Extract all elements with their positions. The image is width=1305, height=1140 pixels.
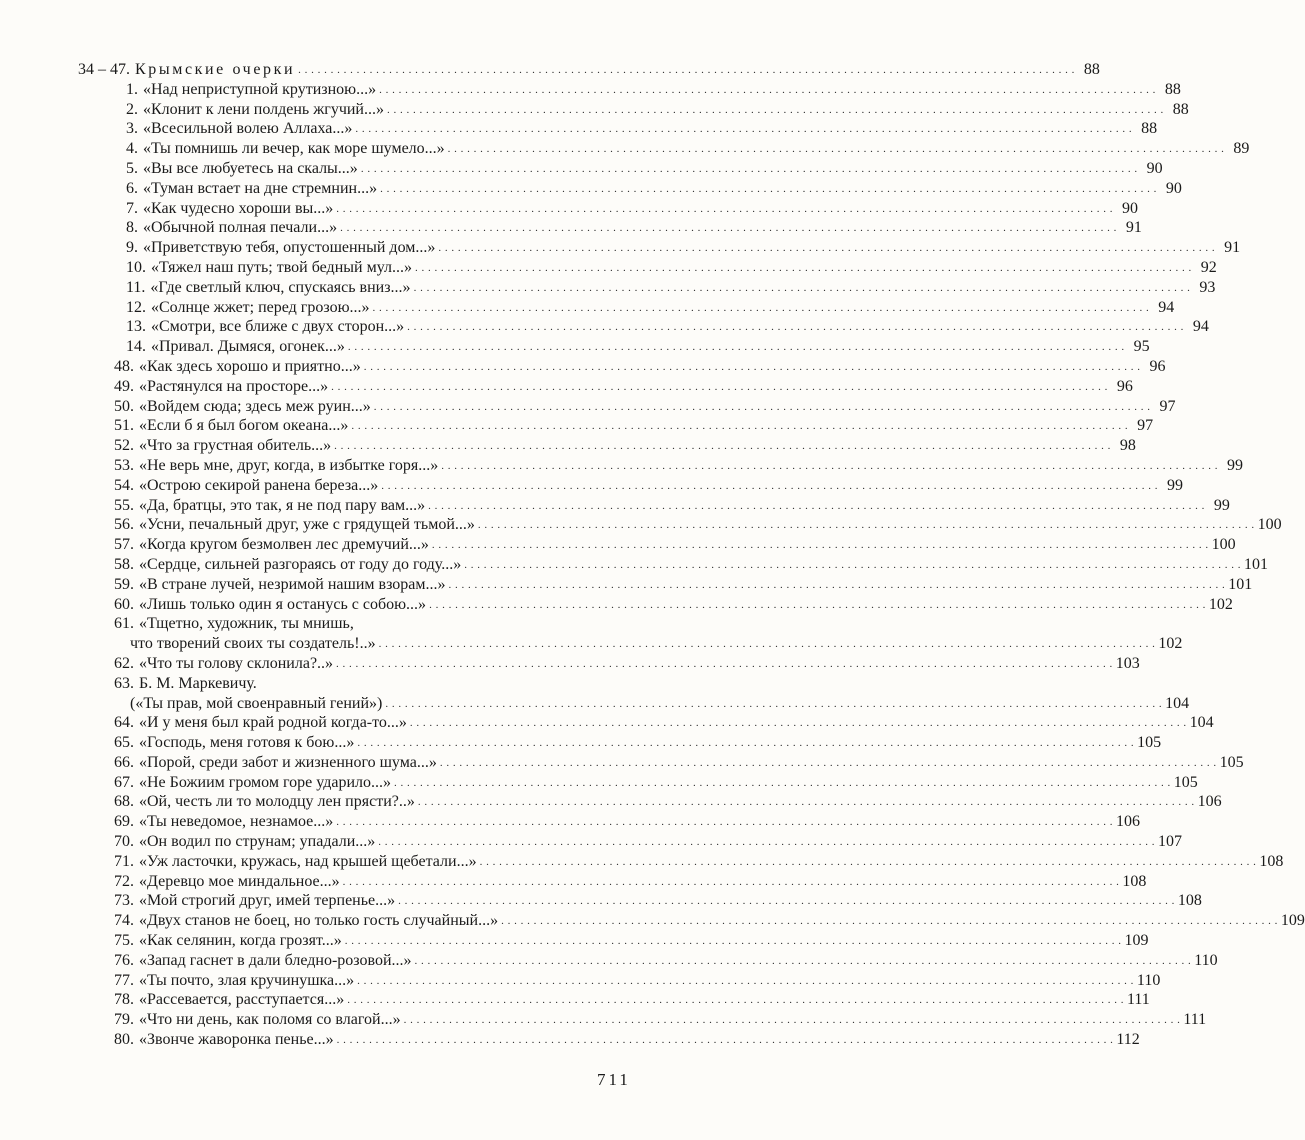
toc-entry-title: «Туман встает на дне стремнин...» <box>143 179 378 197</box>
dot-leader: . . . . . . . . . . . . . . . . . . . . . . . . . . . . . . . . . . . . . . . . . . . . . . . . . . . . . . . . . . . . . . . . . . . . . . . . . . . . . . . . . . . . . . . . . . . . . . . . . . . . . . . . . . . . . . . . . . . . . . . . <box>379 83 1156 96</box>
toc-entry-number: 73. <box>114 892 134 910</box>
toc-entry <box>78 436 1136 456</box>
toc-entry-number: 57. <box>114 536 134 554</box>
toc-entry <box>78 258 1217 278</box>
toc-entry <box>78 792 1222 812</box>
toc-entry-title: «Когда кругом безмолвен лес дремучий...» <box>139 536 429 554</box>
toc-entry-title: «Тяжел наш путь; твой бедный мул...» <box>151 258 412 276</box>
toc-entry-title: «Растянулся на просторе...» <box>139 377 329 395</box>
dot-leader: . . . . . . . . . . . . . . . . . . . . . . . . . . . . . . . . . . . . . . . . . . . . . . . . . . . . . . . . . . . . . . . . . . . . . . . . . . . . . . . . . . . . . . . . . . . . . . . . . . . . . . . . . . . . . . . . . . . . . . . . <box>414 954 1192 967</box>
toc-entry-number: 70. <box>114 833 134 851</box>
toc-entry <box>78 614 638 634</box>
toc-entry <box>78 713 1214 733</box>
toc-entry-number: 74. <box>114 912 134 930</box>
toc-entry <box>78 931 1149 951</box>
toc-entry-page: 96 <box>1149 357 1166 375</box>
dot-leader: . . . . . . . . . . . . . . . . . . . . . . . . . . . . . . . . . . . . . . . . . . . . . . . . . . . . . . . . . . . . . . . . . . . . . . . . . . . . . . . . . . . . . . . . . . . . . . . . . . . . . . . . . . . . . . . . . . . . . . . . <box>336 657 1113 670</box>
dot-leader: . . . . . . . . . . . . . . . . . . . . . . . . . . . . . . . . . . . . . . . . . . . . . . . . . . . . . . . . . . . . . . . . . . . . . . . . . . . . . . . . . . . . . . . . . . . . . . . . . . . . . . . . . . . . . . . . . . . . . . . . <box>298 64 1075 76</box>
toc-entry-page: 91 <box>1125 219 1142 237</box>
toc-entry-page: 105 <box>1173 773 1198 791</box>
toc-entry-number: 66. <box>114 753 134 771</box>
toc-entry-page: 109 <box>1124 932 1149 950</box>
dot-leader: . . . . . . . . . . . . . . . . . . . . . . . . . . . . . . . . . . . . . . . . . . . . . . . . . . . . . . . . . . . . . . . . . . . . . . . . . . . . . . . . . . . . . . . . . . . . . . . . . . . . . . . . . . . . . . . . . . . . . . . . <box>438 242 1216 255</box>
dot-leader: . . . . . . . . . . . . . . . . . . . . . . . . . . . . . . . . . . . . . . . . . . . . . . . . . . . . . . . . . . . . . . . . . . . . . . . . . . . . . . . . . . . . . . . . . . . . . . . . . . . . . . . . . . . . . . . . . . . . . . . . <box>403 1014 1181 1027</box>
toc-entry-number: 10. <box>126 258 146 276</box>
toc-entry <box>78 456 1244 476</box>
dot-leader: . . . . . . . . . . . . . . . . . . . . . . . . . . . . . . . . . . . . . . . . . . . . . . . . . . . . . . . . . . . . . . . . . . . . . . . . . . . . . . . . . . . . . . . . . . . . . . . . . . . . . . . . . . . . . . . . . . . . . . . . <box>351 420 1129 433</box>
toc-entry-page: 103 <box>1115 654 1140 672</box>
toc-entry-title: «Звонче жаворонка пенье...» <box>139 1031 334 1049</box>
toc-entry-number: 9. <box>126 239 138 257</box>
toc-entry-page: 110 <box>1194 951 1218 969</box>
toc-entry <box>78 278 1216 298</box>
dot-leader: . . . . . . . . . . . . . . . . . . . . . . . . . . . . . . . . . . . . . . . . . . . . . . . . . . . . . . . . . . . . . . . . . . . . . . . . . . . . . . . . . . . . . . . . . . . . . . . . . . . . . . . . . . . . . . . . . . . . . . . . <box>342 875 1120 888</box>
toc-entry-title: «И у меня был край родной когда-то...» <box>139 714 407 732</box>
dot-leader: . . . . . . . . . . . . . . . . . . . . . . . . . . . . . . . . . . . . . . . . . . . . . . . . . . . . . . . . . . . . . . . . . . . . . . . . . . . . . . . . . . . . . . . . . . . . . . . . . . . . . . . . . . . . . . . . . . . . . . . . <box>417 796 1195 809</box>
dot-leader: . . . . . . . . . . . . . . . . . . . . . . . . . . . . . . . . . . . . . . . . . . . . . . . . . . . . . . . . . . . . . . . . . . . . . . . . . . . . . . . . . . . . . . . . . . . . . . . . . . . . . . . . . . . . . . . . . . . . . . . . <box>336 1034 1114 1047</box>
toc-entry-number: 12. <box>126 298 146 316</box>
toc-entry-title: «Деревцо мое миндальное...» <box>139 872 340 890</box>
table-of-contents <box>78 60 1305 1050</box>
toc-entry-number: 54. <box>114 476 134 494</box>
dot-leader: . . . . . . . . . . . . . . . . . . . . . . . . . . . . . . . . . . . . . . . . . . . . . . . . . . . . . . . . . . . . . . . . . . . . . . . . . . . . . . . . . . . . . . . . . . . . . . . . . . . . . . . . . . . . . . . . . . . . . . . . <box>357 737 1135 750</box>
dot-leader: . . . . . . . . . . . . . . . . . . . . . . . . . . . . . . . . . . . . . . . . . . . . . . . . . . . . . . . . . . . . . . . . . . . . . . . . . . . . . . . . . . . . . . . . . . . . . . . . . . . . . . . . . . . . . . . . . . . . . . . . <box>386 103 1164 116</box>
toc-entry-number: 51. <box>114 417 134 435</box>
toc-entry <box>78 218 1142 238</box>
toc-entry <box>78 60 1100 80</box>
toc-entry-number: 59. <box>114 575 134 593</box>
toc-entry-title: «Обычной полная печали...» <box>143 219 338 237</box>
toc-entry-number: 2. <box>126 100 138 118</box>
toc-entry-title: «Войдем сюда; здесь меж руин...» <box>139 397 371 415</box>
toc-entry-title: «Что за грустная обитель...» <box>139 437 332 455</box>
toc-entry-page: 96 <box>1116 377 1133 395</box>
toc-entry-number: 65. <box>114 734 134 752</box>
toc-entry-number: 78. <box>114 991 134 1009</box>
toc-entry <box>78 634 1183 654</box>
toc-entry-page: 104 <box>1165 694 1190 712</box>
toc-entry-title: «Ты почто, злая кручинушка...» <box>139 971 355 989</box>
toc-entry-title: («Ты прав, мой своенравный гений») <box>130 694 383 712</box>
toc-entry-title: «Привал. Дымяся, огонек...» <box>151 338 345 356</box>
toc-entry-page: 91 <box>1224 239 1241 257</box>
toc-entry-number: 53. <box>114 456 134 474</box>
toc-entry <box>78 357 1166 377</box>
toc-entry <box>78 951 1218 971</box>
toc-entry-number: 11. <box>126 278 146 296</box>
toc-entry-number: 8. <box>126 219 138 237</box>
dot-leader: . . . . . . . . . . . . . . . . . . . . . . . . . . . . . . . . . . . . . . . . . . . . . . . . . . . . . . . . . . . . . . . . . . . . . . . . . . . . . . . . . . . . . . . . . . . . . . . . . . . . . . . . . . . . . . . . . . . . . . . . <box>431 539 1209 552</box>
toc-entry-page: 108 <box>1259 852 1284 870</box>
toc-entry-page: 99 <box>1167 476 1184 494</box>
toc-entry-title: «Не верь мне, друг, когда, в избытке горя...» <box>139 456 439 474</box>
toc-entry <box>78 674 638 694</box>
toc-entry-number: 58. <box>114 555 134 573</box>
toc-entry <box>78 179 1182 199</box>
dot-leader: . . . . . . . . . . . . . . . . . . . . . . . . . . . . . . . . . . . . . . . . . . . . . . . . . . . . . . . . . . . . . . . . . . . . . . . . . . . . . . . . . . . . . . . . . . . . . . . . . . . . . . . . . . . . . . . . . . . . . . . . <box>380 182 1157 195</box>
toc-entry-page: 94 <box>1192 318 1209 336</box>
dot-leader: . . . . . . . . . . . . . . . . . . . . . . . . . . . . . . . . . . . . . . . . . . . . . . . . . . . . . . . . . . . . . . . . . . . . . . . . . . . . . . . . . . . . . . . . . . . . . . . . . . . . . . . . . . . . . . . . . . . . . . . . <box>378 638 1156 651</box>
toc-entry-page: 92 <box>1200 258 1217 276</box>
toc-entry-number: 62. <box>114 654 134 672</box>
toc-entry-page: 111 <box>1126 991 1150 1009</box>
toc-entry <box>78 535 1236 555</box>
dot-leader: . . . . . . . . . . . . . . . . . . . . . . . . . . . . . . . . . . . . . . . . . . . . . . . . . . . . . . . . . . . . . . . . . . . . . . . . . . . . . . . . . . . . . . . . . . . . . . . . . . . . . . . . . . . . . . . . . . . . . . . . <box>355 123 1133 136</box>
toc-entry-number: 56. <box>114 516 134 534</box>
toc-entry-number: 63. <box>114 674 134 692</box>
dot-leader: . . . . . . . . . . . . . . . . . . . . . . . . . . . . . . . . . . . . . . . . . . . . . . . . . . . . . . . . . . . . . . . . . . . . . . . . . . . . . . . . . . . . . . . . . . . . . . . . . . . . . . . . . . . . . . . . . . . . . . . . <box>479 855 1257 868</box>
toc-entry-number: 34 – 47. <box>78 61 130 78</box>
toc-entry-number: 49. <box>114 377 134 395</box>
toc-entry <box>78 100 1189 120</box>
toc-entry <box>78 159 1163 179</box>
toc-entry <box>78 555 1268 575</box>
toc-entry <box>78 238 1241 258</box>
dot-leader: . . . . . . . . . . . . . . . . . . . . . . . . . . . . . . . . . . . . . . . . . . . . . . . . . . . . . . . . . . . . . . . . . . . . . . . . . . . . . . . . . . . . . . . . . . . . . . . . . . . . . . . . . . . . . . . . . . . . . . . . <box>336 202 1114 215</box>
toc-entry-title: «Сердце, сильней разгораясь от году до году...» <box>139 555 462 573</box>
toc-entry-title: Крымские очерки <box>135 61 296 78</box>
toc-entry <box>78 298 1175 318</box>
toc-entry-title: «Если б я был богом океана...» <box>139 417 349 435</box>
dot-leader: . . . . . . . . . . . . . . . . . . . . . . . . . . . . . . . . . . . . . . . . . . . . . . . . . . . . . . . . . . . . . . . . . . . . . . . . . . . . . . . . . . . . . . . . . . . . . . . . . . . . . . . . . . . . . . . . . . . . . . . . <box>394 776 1171 789</box>
toc-entry-page: 106 <box>1116 813 1141 831</box>
toc-entry-title: «Он водил по струнам; упадали...» <box>139 833 376 851</box>
toc-entry-page: 110 <box>1136 971 1161 989</box>
toc-entry-page: 88 <box>1164 80 1181 98</box>
dot-leader: . . . . . . . . . . . . . . . . . . . . . . . . . . . . . . . . . . . . . . . . . . . . . . . . . . . . . . . . . . . . . . . . . . . . . . . . . . . . . . . . . . . . . . . . . . . . . . . . . . . . . . . . . . . . . . . . . . . . . . . . <box>441 459 1219 472</box>
toc-entry-number: 80. <box>114 1031 134 1049</box>
toc-entry-page: 101 <box>1228 575 1253 593</box>
toc-entry <box>78 416 1154 436</box>
toc-entry-page: 88 <box>1172 100 1189 118</box>
toc-entry-title: «Господь, меня готовя к бою...» <box>139 734 355 752</box>
toc-entry-number: 55. <box>114 496 134 514</box>
dot-leader: . . . . . . . . . . . . . . . . . . . . . . . . . . . . . . . . . . . . . . . . . . . . . . . . . . . . . . . . . . . . . . . . . . . . . . . . . . . . . . . . . . . . . . . . . . . . . . . . . . . . . . . . . . . . . . . . . . . . . . . . <box>373 400 1151 413</box>
toc-entry-number: 69. <box>114 813 134 831</box>
dot-leader: . . . . . . . . . . . . . . . . . . . . . . . . . . . . . . . . . . . . . . . . . . . . . . . . . . . . . . . . . . . . . . . . . . . . . . . . . . . . . . . . . . . . . . . . . . . . . . . . . . . . . . . . . . . . . . . . . . . . . . . . <box>331 380 1108 393</box>
toc-entry-title: «Ой, честь ли то молодцу лен прясти?..» <box>139 793 415 811</box>
dot-leader: . . . . . . . . . . . . . . . . . . . . . . . . . . . . . . . . . . . . . . . . . . . . . . . . . . . . . . . . . . . . . . . . . . . . . . . . . . . . . . . . . . . . . . . . . . . . . . . . . . . . . . . . . . . . . . . . . . . . . . . . <box>413 281 1191 294</box>
toc-entry-number: 61. <box>114 615 134 633</box>
dot-leader: . . . . . . . . . . . . . . . . . . . . . . . . . . . . . . . . . . . . . . . . . . . . . . . . . . . . . . . . . . . . . . . . . . . . . . . . . . . . . . . . . . . . . . . . . . . . . . . . . . . . . . . . . . . . . . . . . . . . . . . . <box>398 895 1175 908</box>
toc-entry-number: 13. <box>126 318 146 336</box>
dot-leader: . . . . . . . . . . . . . . . . . . . . . . . . . . . . . . . . . . . . . . . . . . . . . . . . . . . . . . . . . . . . . . . . . . . . . . . . . . . . . . . . . . . . . . . . . . . . . . . . . . . . . . . . . . . . . . . . . . . . . . . . <box>501 915 1278 928</box>
toc-entry <box>78 139 1250 159</box>
toc-entry <box>78 595 1233 615</box>
toc-entry-title: «Лишь только один я останусь с собою...» <box>139 595 427 613</box>
toc-entry <box>78 852 1284 872</box>
toc-entry-title: «Что ты голову склонила?..» <box>139 654 334 672</box>
toc-entry-page: 99 <box>1227 456 1244 474</box>
toc-entry <box>78 694 1190 714</box>
toc-entry-page: 108 <box>1177 892 1202 910</box>
toc-entry-title: что творений своих ты создатель!..» <box>130 635 376 653</box>
toc-entry-page: 105 <box>1137 734 1162 752</box>
toc-entry-number: 60. <box>114 595 134 613</box>
dot-leader: . . . . . . . . . . . . . . . . . . . . . . . . . . . . . . . . . . . . . . . . . . . . . . . . . . . . . . . . . . . . . . . . . . . . . . . . . . . . . . . . . . . . . . . . . . . . . . . . . . . . . . . . . . . . . . . . . . . . . . . . <box>429 598 1206 611</box>
dot-leader: . . . . . . . . . . . . . . . . . . . . . . . . . . . . . . . . . . . . . . . . . . . . . . . . . . . . . . . . . . . . . . . . . . . . . . . . . . . . . . . . . . . . . . . . . . . . . . . . . . . . . . . . . . . . . . . . . . . . . . . . <box>381 479 1159 492</box>
toc-entry <box>78 654 1140 674</box>
toc-entry-number: 64. <box>114 714 134 732</box>
toc-entry <box>78 911 1305 931</box>
toc-entry-title: «Усни, печальный друг, уже с грядущей тьмой...» <box>139 516 475 534</box>
dot-leader: . . . . . . . . . . . . . . . . . . . . . . . . . . . . . . . . . . . . . . . . . . . . . . . . . . . . . . . . . . . . . . . . . . . . . . . . . . . . . . . . . . . . . . . . . . . . . . . . . . . . . . . . . . . . . . . . . . . . . . . . <box>340 222 1117 235</box>
dot-leader: . . . . . . . . . . . . . . . . . . . . . . . . . . . . . . . . . . . . . . . . . . . . . . . . . . . . . . . . . . . . . . . . . . . . . . . . . . . . . . . . . . . . . . . . . . . . . . . . . . . . . . . . . . . . . . . . . . . . . . . . <box>357 974 1134 987</box>
toc-entry <box>78 377 1133 397</box>
toc-entry-page: 88 <box>1141 120 1158 138</box>
toc-entry <box>78 575 1253 595</box>
toc-entry-title: «Тщетно, художник, ты мнишь, <box>139 615 354 633</box>
dot-leader: . . . . . . . . . . . . . . . . . . . . . . . . . . . . . . . . . . . . . . . . . . . . . . . . . . . . . . . . . . . . . . . . . . . . . . . . . . . . . . . . . . . . . . . . . . . . . . . . . . . . . . . . . . . . . . . . . . . . . . . . <box>378 836 1156 849</box>
toc-entry-title: «Не Божиим громом горе ударило...» <box>139 773 391 791</box>
toc-entry-page: 89 <box>1233 140 1250 158</box>
toc-entry-page: 102 <box>1158 635 1183 653</box>
dot-leader: . . . . . . . . . . . . . . . . . . . . . . . . . . . . . . . . . . . . . . . . . . . . . . . . . . . . . . . . . . . . . . . . . . . . . . . . . . . . . . . . . . . . . . . . . . . . . . . . . . . . . . . . . . . . . . . . . . . . . . . . <box>464 558 1241 571</box>
toc-entry-title: «Где светлый ключ, спускаясь вниз...» <box>150 278 411 296</box>
dot-leader: . . . . . . . . . . . . . . . . . . . . . . . . . . . . . . . . . . . . . . . . . . . . . . . . . . . . . . . . . . . . . . . . . . . . . . . . . . . . . . . . . . . . . . . . . . . . . . . . . . . . . . . . . . . . . . . . . . . . . . . . <box>344 935 1122 948</box>
toc-entry-title: «Приветствую тебя, опустошенный дом...» <box>143 239 436 257</box>
dot-leader: . . . . . . . . . . . . . . . . . . . . . . . . . . . . . . . . . . . . . . . . . . . . . . . . . . . . . . . . . . . . . . . . . . . . . . . . . . . . . . . . . . . . . . . . . . . . . . . . . . . . . . . . . . . . . . . . . . . . . . . . <box>360 162 1138 175</box>
toc-entry-page: 90 <box>1146 159 1163 177</box>
toc-entry-page: 90 <box>1122 199 1139 217</box>
toc-entry-page: 90 <box>1165 179 1182 197</box>
toc-entry <box>78 990 1150 1010</box>
toc-entry-title: «Запад гаснет в дали бледно-розовой...» <box>139 951 412 969</box>
toc-entry-page: 88 <box>1083 61 1100 78</box>
toc-entry-title: «Солнце жжет; перед грозою...» <box>151 298 370 316</box>
toc-entry-title: «Клонит к лени полдень жгучий...» <box>143 100 384 118</box>
dot-leader: . . . . . . . . . . . . . . . . . . . . . . . . . . . . . . . . . . . . . . . . . . . . . . . . . . . . . . . . . . . . . . . . . . . . . . . . . . . . . . . . . . . . . . . . . . . . . . . . . . . . . . . . . . . . . . . . . . . . . . . . <box>385 697 1163 710</box>
toc-entry-page: 105 <box>1219 753 1244 771</box>
toc-entry-page: 95 <box>1133 338 1150 356</box>
toc-entry-title: «В стране лучей, незримой нашим взорам...» <box>139 575 446 593</box>
toc-entry-page: 97 <box>1159 397 1176 415</box>
toc-entry <box>78 119 1158 139</box>
dot-leader: . . . . . . . . . . . . . . . . . . . . . . . . . . . . . . . . . . . . . . . . . . . . . . . . . . . . . . . . . . . . . . . . . . . . . . . . . . . . . . . . . . . . . . . . . . . . . . . . . . . . . . . . . . . . . . . . . . . . . . . . <box>409 717 1187 730</box>
toc-entry-number: 1. <box>126 80 138 98</box>
toc-entry-page: 100 <box>1211 536 1236 554</box>
toc-entry-page: 106 <box>1197 793 1222 811</box>
toc-entry <box>78 753 1244 773</box>
toc-entry-number: 52. <box>114 437 134 455</box>
toc-entry <box>78 317 1209 337</box>
dot-leader: . . . . . . . . . . . . . . . . . . . . . . . . . . . . . . . . . . . . . . . . . . . . . . . . . . . . . . . . . . . . . . . . . . . . . . . . . . . . . . . . . . . . . . . . . . . . . . . . . . . . . . . . . . . . . . . . . . . . . . . . <box>428 499 1205 512</box>
toc-entry-title: «Двух станов не боец, но только гость случайный...» <box>139 912 499 930</box>
toc-entry <box>78 891 1202 911</box>
toc-entry-number: 68. <box>114 793 134 811</box>
toc-entry-number: 75. <box>114 932 134 950</box>
toc-entry-page: 109 <box>1280 912 1305 930</box>
toc-entry-title: «Как селянин, когда грозят...» <box>139 932 342 950</box>
toc-entry-title: «Порой, среди забот и жизненного шума...» <box>139 753 437 771</box>
toc-entry-number: 50. <box>114 397 134 415</box>
dot-leader: . . . . . . . . . . . . . . . . . . . . . . . . . . . . . . . . . . . . . . . . . . . . . . . . . . . . . . . . . . . . . . . . . . . . . . . . . . . . . . . . . . . . . . . . . . . . . . . . . . . . . . . . . . . . . . . . . . . . . . . . <box>477 519 1255 532</box>
dot-leader: . . . . . . . . . . . . . . . . . . . . . . . . . . . . . . . . . . . . . . . . . . . . . . . . . . . . . . . . . . . . . . . . . . . . . . . . . . . . . . . . . . . . . . . . . . . . . . . . . . . . . . . . . . . . . . . . . . . . . . . . <box>363 360 1141 373</box>
toc-entry-page: 102 <box>1208 595 1233 613</box>
toc-entry <box>78 397 1176 417</box>
toc-entry-number: 72. <box>114 872 134 890</box>
toc-entry-title: «Как здесь хорошо и приятно...» <box>139 357 361 375</box>
toc-entry <box>78 872 1147 892</box>
toc-entry-number: 76. <box>114 951 134 969</box>
toc-entry-title: «Ты неведомое, незнамое...» <box>139 813 334 831</box>
dot-leader: . . . . . . . . . . . . . . . . . . . . . . . . . . . . . . . . . . . . . . . . . . . . . . . . . . . . . . . . . . . . . . . . . . . . . . . . . . . . . . . . . . . . . . . . . . . . . . . . . . . . . . . . . . . . . . . . . . . . . . . . <box>414 261 1192 274</box>
toc-entry <box>78 1010 1207 1030</box>
toc-entry-page: 99 <box>1213 496 1230 514</box>
toc-entry-page: 97 <box>1137 417 1154 435</box>
toc-entry-title: «Мой строгий друг, имей терпенье...» <box>139 892 396 910</box>
toc-entry <box>78 80 1181 100</box>
toc-entry-page: 104 <box>1189 714 1214 732</box>
toc-entry-title: «Рассевается, расступается...» <box>139 991 345 1009</box>
toc-entry-title: «Острою секирой ранена береза...» <box>139 476 379 494</box>
toc-entry <box>78 476 1184 496</box>
dot-leader: . . . . . . . . . . . . . . . . . . . . . . . . . . . . . . . . . . . . . . . . . . . . . . . . . . . . . . . . . . . . . . . . . . . . . . . . . . . . . . . . . . . . . . . . . . . . . . . . . . . . . . . . . . . . . . . . . . . . . . . . <box>448 578 1226 591</box>
toc-entry-title: «Как чудесно хороши вы...» <box>143 199 334 217</box>
toc-entry-number: 3. <box>126 120 138 138</box>
toc-entry-number: 14. <box>126 338 146 356</box>
toc-entry-number: 71. <box>114 852 134 870</box>
toc-entry-page: 112 <box>1116 1031 1140 1049</box>
toc-entry-title: «Вы все любуетесь на скалы...» <box>143 159 358 177</box>
toc-entry-page: 111 <box>1183 1011 1207 1029</box>
toc-entry-title: «Смотри, все ближе с двух сторон...» <box>151 318 405 336</box>
toc-entry-page: 94 <box>1158 298 1175 316</box>
toc-entry-page: 100 <box>1257 516 1282 534</box>
toc-entry <box>78 971 1161 991</box>
toc-entry <box>78 515 1282 535</box>
toc-entry <box>78 1030 1140 1050</box>
toc-entry-title: Б. М. Маркевичу. <box>139 674 257 692</box>
dot-leader: . . . . . . . . . . . . . . . . . . . . . . . . . . . . . . . . . . . . . . . . . . . . . . . . . . . . . . . . . . . . . . . . . . . . . . . . . . . . . . . . . . . . . . . . . . . . . . . . . . . . . . . . . . . . . . . . . . . . . . . . <box>439 756 1217 769</box>
dot-leader: . . . . . . . . . . . . . . . . . . . . . . . . . . . . . . . . . . . . . . . . . . . . . . . . . . . . . . . . . . . . . . . . . . . . . . . . . . . . . . . . . . . . . . . . . . . . . . . . . . . . . . . . . . . . . . . . . . . . . . . . <box>372 301 1150 314</box>
toc-entry <box>78 812 1141 832</box>
toc-entry-title: «Ты помнишь ли вечер, как море шумело...» <box>143 140 445 158</box>
toc-entry <box>78 773 1198 793</box>
dot-leader: . . . . . . . . . . . . . . . . . . . . . . . . . . . . . . . . . . . . . . . . . . . . . . . . . . . . . . . . . . . . . . . . . . . . . . . . . . . . . . . . . . . . . . . . . . . . . . . . . . . . . . . . . . . . . . . . . . . . . . . . <box>336 816 1114 829</box>
toc-entry-page: 93 <box>1199 278 1216 296</box>
toc-entry <box>78 832 1183 852</box>
toc-entry-page: 98 <box>1119 437 1136 455</box>
toc-entry-title: «Над неприступной крутизною...» <box>143 80 377 98</box>
toc-entry-title: «Что ни день, как поломя со влагой...» <box>139 1011 401 1029</box>
toc-entry-title: «Да, братцы, это так, я не под пару вам...» <box>139 496 426 514</box>
dot-leader: . . . . . . . . . . . . . . . . . . . . . . . . . . . . . . . . . . . . . . . . . . . . . . . . . . . . . . . . . . . . . . . . . . . . . . . . . . . . . . . . . . . . . . . . . . . . . . . . . . . . . . . . . . . . . . . . . . . . . . . . <box>347 994 1124 1007</box>
dot-leader: . . . . . . . . . . . . . . . . . . . . . . . . . . . . . . . . . . . . . . . . . . . . . . . . . . . . . . . . . . . . . . . . . . . . . . . . . . . . . . . . . . . . . . . . . . . . . . . . . . . . . . . . . . . . . . . . . . . . . . . . <box>447 143 1225 156</box>
toc-entry-page: 107 <box>1158 833 1183 851</box>
toc-entry-number: 67. <box>114 773 134 791</box>
toc-entry-title: «Уж ласточки, кружась, над крышей щебетали...» <box>139 852 477 870</box>
toc-entry-title: «Всесильной волею Аллаха...» <box>143 120 353 138</box>
toc-entry-number: 6. <box>126 179 138 197</box>
toc-entry-number: 4. <box>126 140 138 158</box>
page-number: 711 <box>597 1070 631 1089</box>
toc-entry-number: 79. <box>114 1011 134 1029</box>
toc-entry-number: 5. <box>126 159 138 177</box>
dot-leader: . . . . . . . . . . . . . . . . . . . . . . . . . . . . . . . . . . . . . . . . . . . . . . . . . . . . . . . . . . . . . . . . . . . . . . . . . . . . . . . . . . . . . . . . . . . . . . . . . . . . . . . . . . . . . . . . . . . . . . . . <box>334 440 1111 453</box>
dot-leader: . . . . . . . . . . . . . . . . . . . . . . . . . . . . . . . . . . . . . . . . . . . . . . . . . . . . . . . . . . . . . . . . . . . . . . . . . . . . . . . . . . . . . . . . . . . . . . . . . . . . . . . . . . . . . . . . . . . . . . . . <box>407 321 1184 334</box>
toc-entry-number: 77. <box>114 971 134 989</box>
toc-entry-number: 48. <box>114 357 134 375</box>
toc-entry-page: 108 <box>1122 872 1147 890</box>
toc-entry <box>78 337 1150 357</box>
toc-entry-page: 101 <box>1243 555 1268 573</box>
toc-entry <box>78 199 1139 219</box>
dot-leader: . . . . . . . . . . . . . . . . . . . . . . . . . . . . . . . . . . . . . . . . . . . . . . . . . . . . . . . . . . . . . . . . . . . . . . . . . . . . . . . . . . . . . . . . . . . . . . . . . . . . . . . . . . . . . . . . . . . . . . . . <box>347 341 1125 354</box>
toc-entry-number: 7. <box>126 199 138 217</box>
toc-entry <box>78 496 1230 516</box>
toc-entry <box>78 733 1162 753</box>
